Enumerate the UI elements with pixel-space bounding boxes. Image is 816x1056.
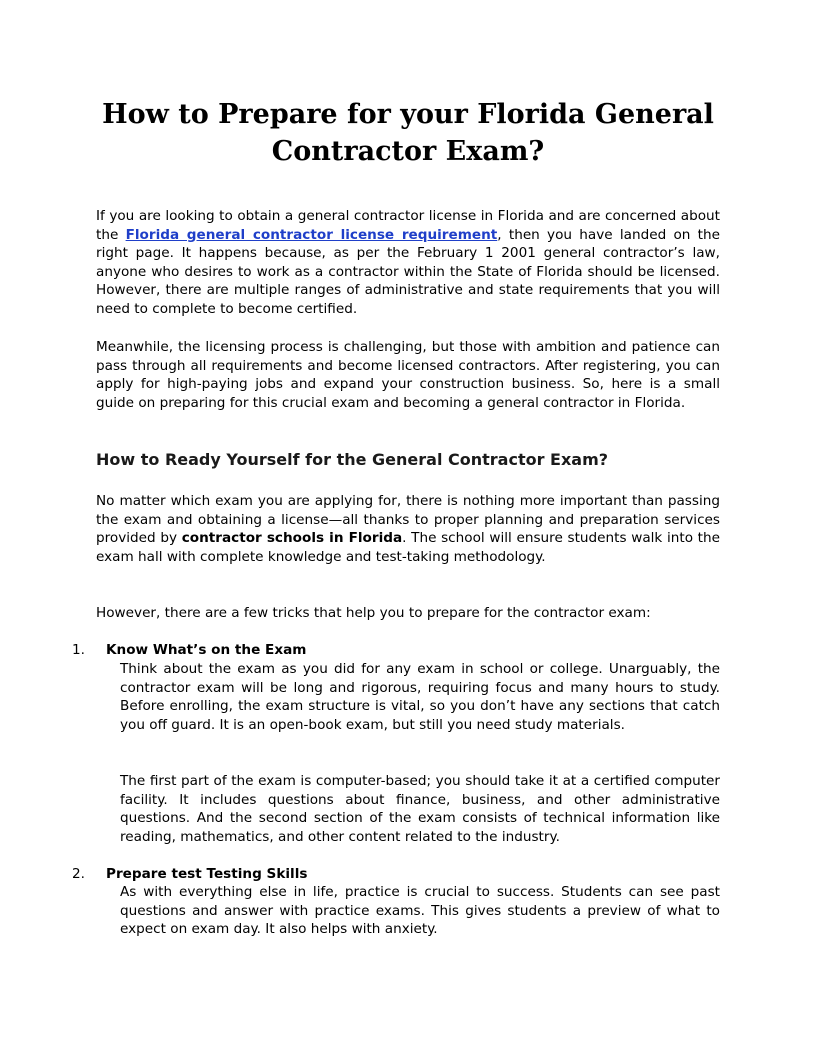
paragraph-exam-importance [96,492,720,566]
paragraph-tricks-intro: However, there are a few tricks that help you to prepare for the contractor exam: [96,605,651,621]
list-item-1-paragraph-2: The first part of the exam is computer-based; you should take it at a certified computer facility. It includes questions about finance, business, and other administrative questions. And the second section of the exam consists of technical information like reading, mathematics, and other content related to the industry. [120,773,720,845]
intro-paragraph [96,207,720,319]
page-title: How to Prepare for your Florida General Contractor Exam? [102,99,714,167]
intro-text-before-link: If you are looking to obtain a general contractor license in Florida and are concerned about the [96,208,720,243]
list-item-2-number: 2. [72,866,85,882]
list-item-2-paragraph-1: As with everything else in life, practice is crucial to success. Students can see past questions and answer with practice exams. This gives students a preview of what to expect on exam day. It also helps with anxiety. [120,884,720,938]
contractor-schools-emphasis: contractor schools in Florida [181,530,403,547]
list-item-2-title: Prepare test Testing Skills [106,866,308,882]
intro-text-after-link: , then you have landed on the right page. It happens because, as per the February 1 2001 general contractor’s law, anyone who desires to work as a contractor within the State of Florida should be licensed. However, there are multiple ranges of administrative and state requirements that you will need to complete to become certified. [96,226,720,317]
license-requirement-link[interactable]: Florida general contractor license requirement [125,226,498,243]
para3-text-after-bold: . The school will ensure students walk into the exam hall with complete knowledge and test-taking methodology. [96,530,720,565]
list-item-1-number: 1. [72,642,85,658]
para3-text-before-bold: No matter which exam you are applying for, there is nothing more important than passing the exam and obtaining a license—all thanks to proper planning and preparation services provided by [96,493,720,547]
paragraph-licensing-process: Meanwhile, the licensing process is challenging, but those with ambition and patience can pass through all requirements and become licensed contractors. After registering, you can apply for high-paying jobs and expand your construction business. So, here is a small guide on preparing for this crucial exam and becoming a general contractor in Florida. [96,339,720,411]
list-item-1-title: Know What’s on the Exam [106,642,307,658]
section-heading: How to Ready Yourself for the General Contractor Exam? [96,450,609,469]
list-item-1-paragraph-1: Think about the exam as you did for any exam in school or college. Unarguably, the contractor exam will be long and rigorous, requiring focus and many hours to study. Before enrolling, the exam structure is vital, so you don’t have any sections that catch you off guard. It is an open-book exam, but still you need study materials. [120,661,720,733]
